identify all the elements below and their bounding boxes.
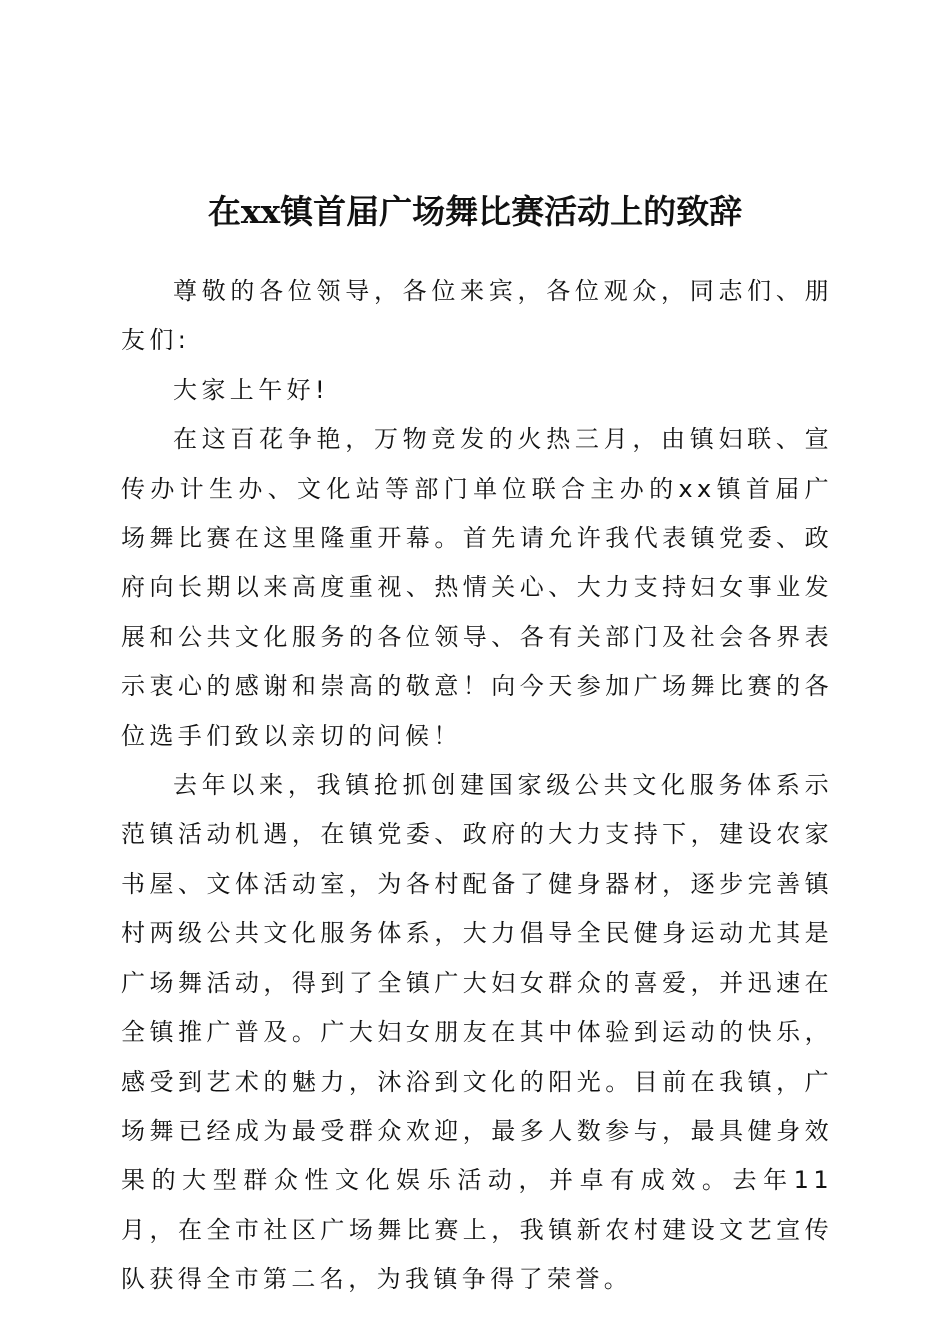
document-title: 在xx镇首届广场舞比赛活动上的致辞 <box>207 192 743 231</box>
greeting-paragraph: 大家上午好! <box>173 375 330 404</box>
opening-paragraph: 在这百花争艳，万物竞发的火热三月，由镇妇联、宣传办计生办、文化站等部门单位联合主办的xx镇首届广场舞比赛在这里隆重开幕。首先请允许我代表镇党委、政府向长期以来高度重视、热情关心、大力支持妇女事业发展和公共文化服务的各位领导、各有关部门及社会各界表示衷心的感谢和崇高的敬意！向今天参加广场舞比赛的各位选手们致以亲切的问候！ <box>121 425 833 750</box>
salutation-paragraph: 尊敬的各位领导，各位来宾，各位观众，同志们、朋友们: <box>121 277 833 355</box>
document-body <box>121 267 833 1305</box>
achievement-paragraph: 去年以来，我镇抢抓创建国家级公共文化服务体系示范镇活动机遇，在镇党委、政府的大力支持下，建设农家书屋、文体活动室，为各村配备了健身器材，逐步完善镇村两级公共文化服务体系，大力倡导全民健身运动尤其是广场舞活动，得到了全镇广大妇女群众的喜爱，并迅速在全镇推广普及。广大妇女朋友在其中体验到运动的快乐，感受到艺术的魅力，沐浴到文化的阳光。目前在我镇，广场舞已经成为最受群众欢迎，最多人数参与，最具健身效果的大型群众性文化娱乐活动，并卓有成效。去年11月，在全市社区广场舞比赛上，我镇新农村建设文艺宣传队获得全市第二名，为我镇争得了荣誉。 <box>121 771 833 1294</box>
